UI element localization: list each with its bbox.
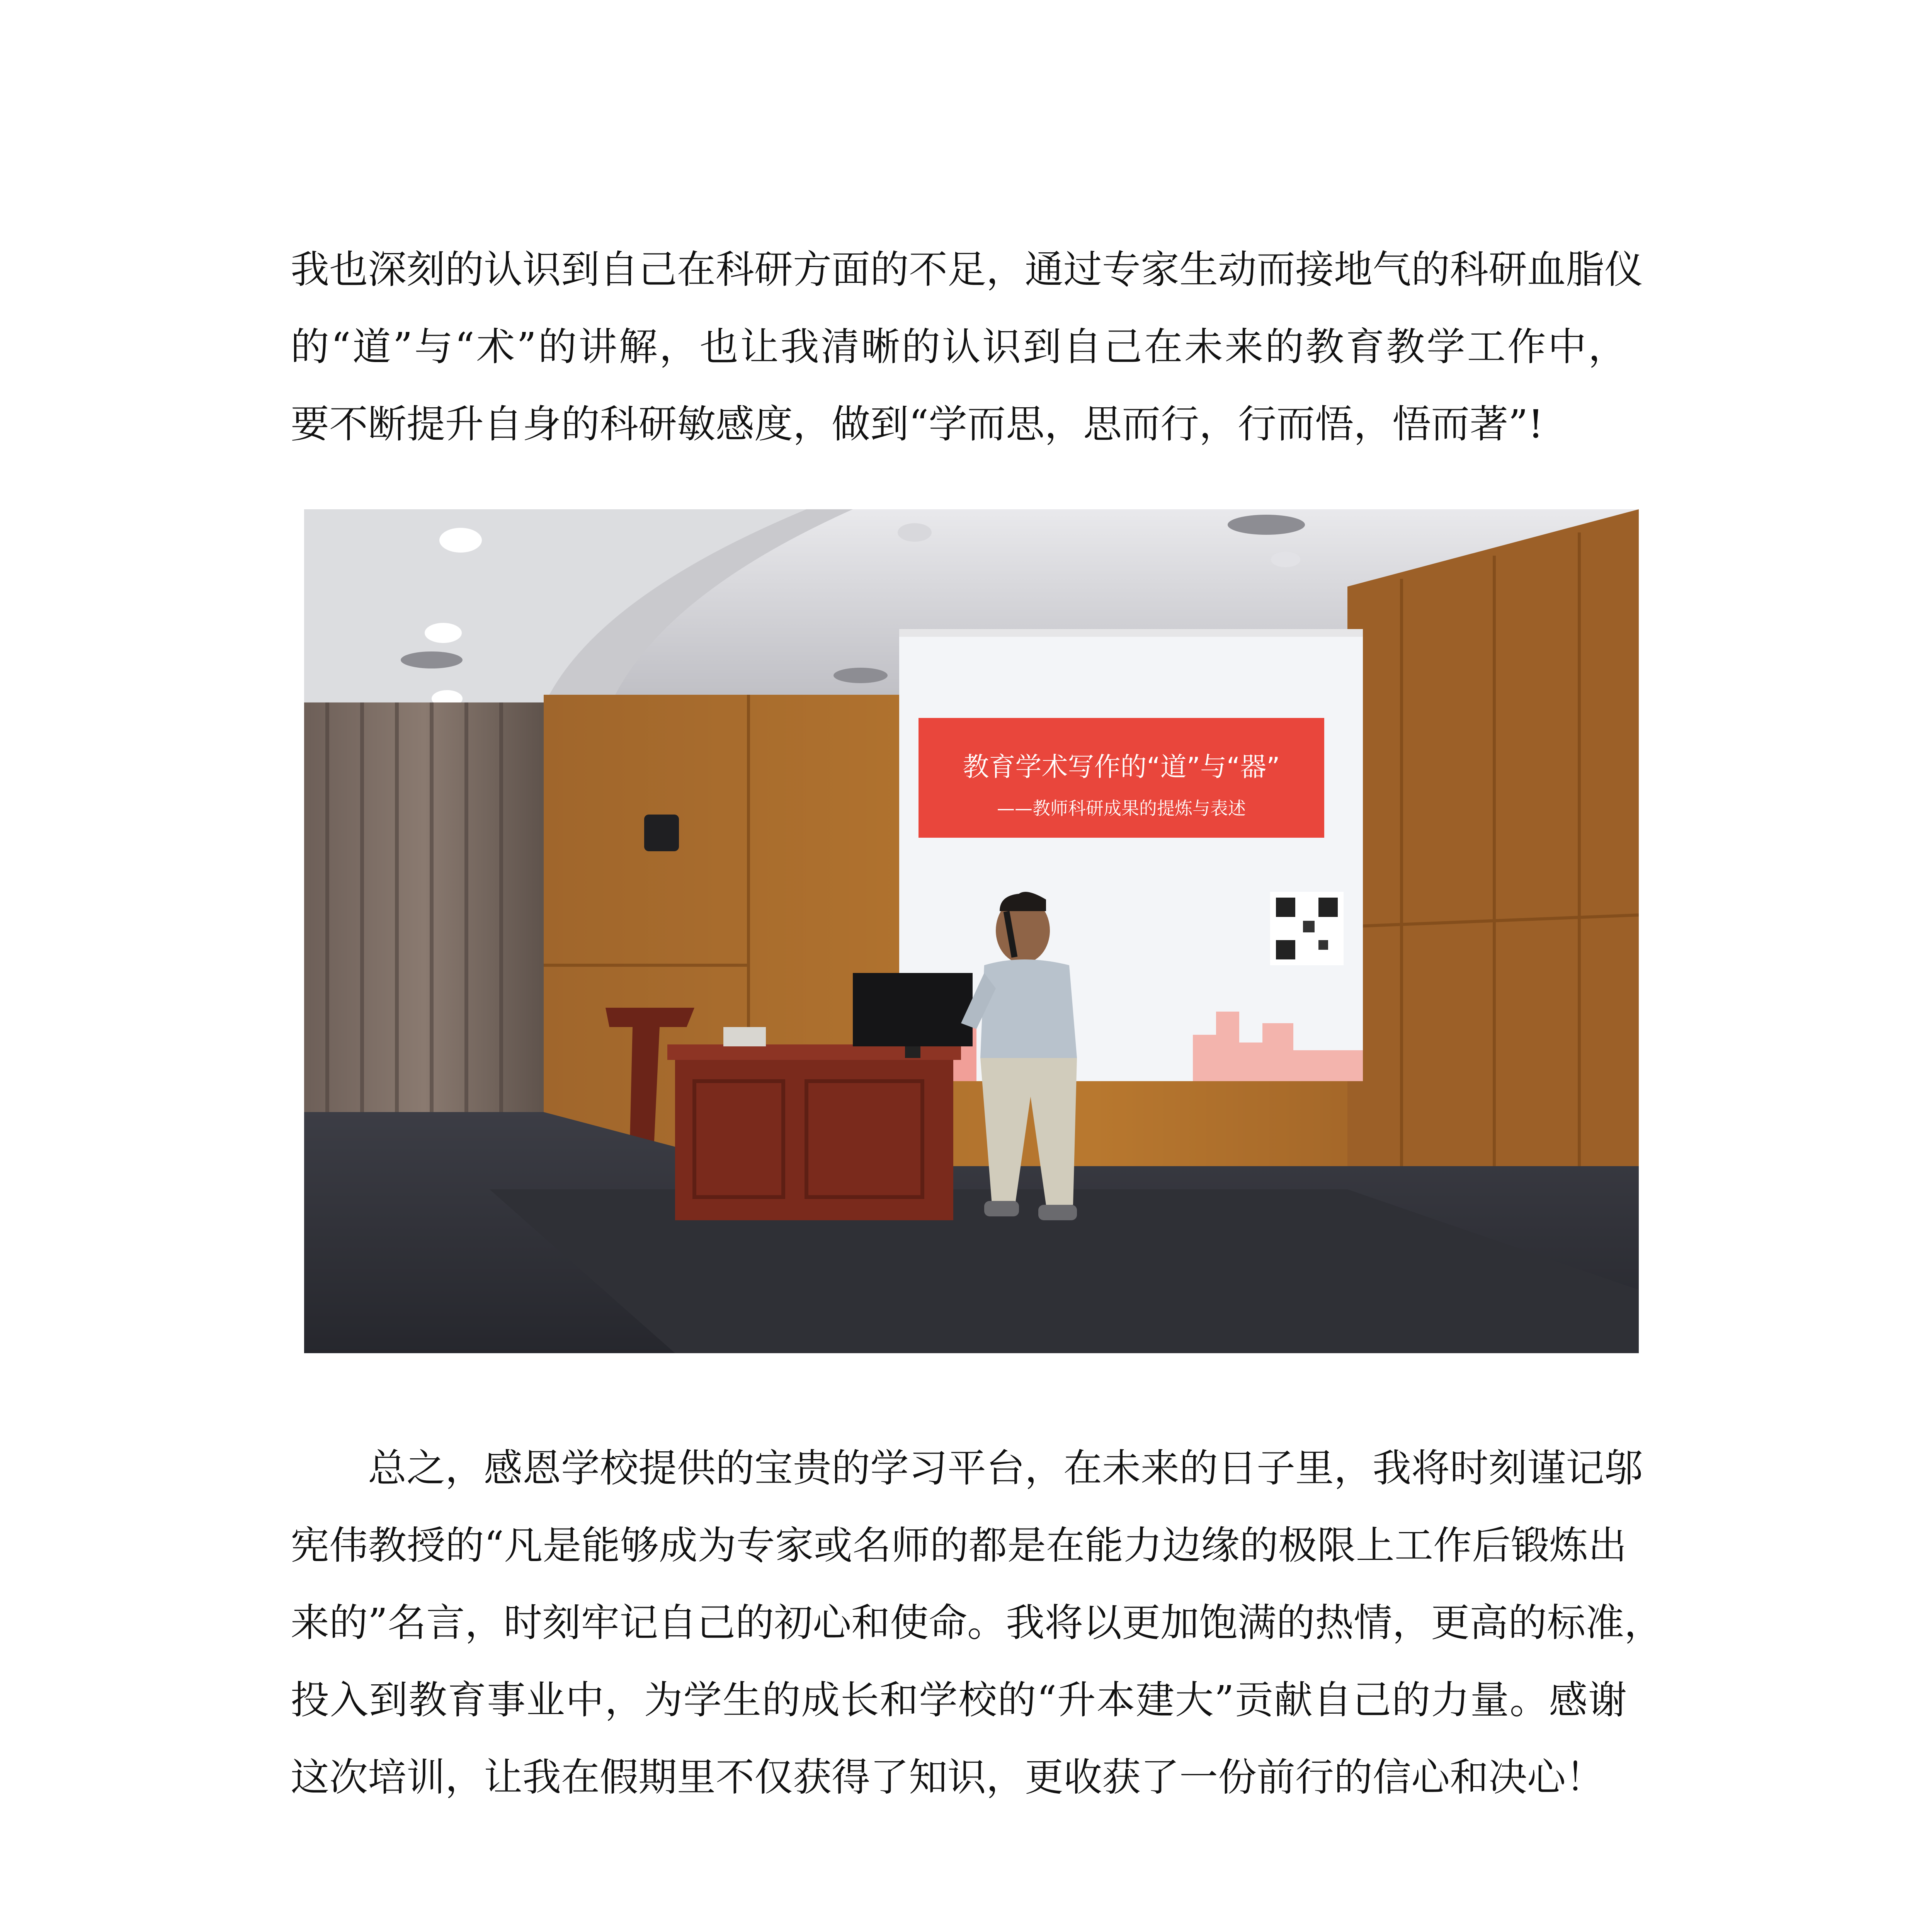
paragraph-line: 宪伟教授的“凡是能够成为专家或名师的都是在能力边缘的极限上工作后锻炼出	[291, 1523, 1627, 1568]
podium-desk	[675, 1050, 953, 1220]
monitor	[853, 973, 973, 1046]
body-paragraph-1	[291, 231, 1643, 463]
paragraph-line: 这次培训，让我在假期里不仅获得了知识，更收获了一份前行的信心和决心！	[291, 1755, 1604, 1800]
lecture-photo	[304, 509, 1639, 1353]
paragraph-line: 我也深刻的认识到自己在科研方面的不足，通过专家生动而接地气的科研血脂仪	[291, 247, 1643, 292]
paragraph-line: 的“道”与“术”的讲解，也让我清晰的认识到自己在未来的教育教学工作中，	[291, 324, 1627, 369]
body-paragraph-2	[291, 1430, 1663, 1816]
paragraph-line: 投入到教育事业中，为学生的成长和学校的“升本建大”贡献自己的力量。感谢	[291, 1677, 1627, 1723]
paragraph-line: 要不断提升自身的科研敏感度，做到“学而思，思而行，行而悟，悟而著”!	[291, 401, 1544, 447]
speaker-icon	[644, 815, 679, 851]
paragraph-line: 来的”名言，时刻牢记自己的初心和使命。我将以更加饱满的热情，更高的标准，	[291, 1600, 1663, 1645]
slide-subtitle: ——教师科研成果的提炼与表述	[997, 798, 1246, 819]
slide-title: 教育学术写作的“道”与“器”	[963, 752, 1280, 782]
qr-code-icon	[1270, 892, 1344, 965]
paragraph-line: 总之，感恩学校提供的宝贵的学习平台，在未来的日子里，我将时刻谨记邬	[368, 1446, 1643, 1491]
